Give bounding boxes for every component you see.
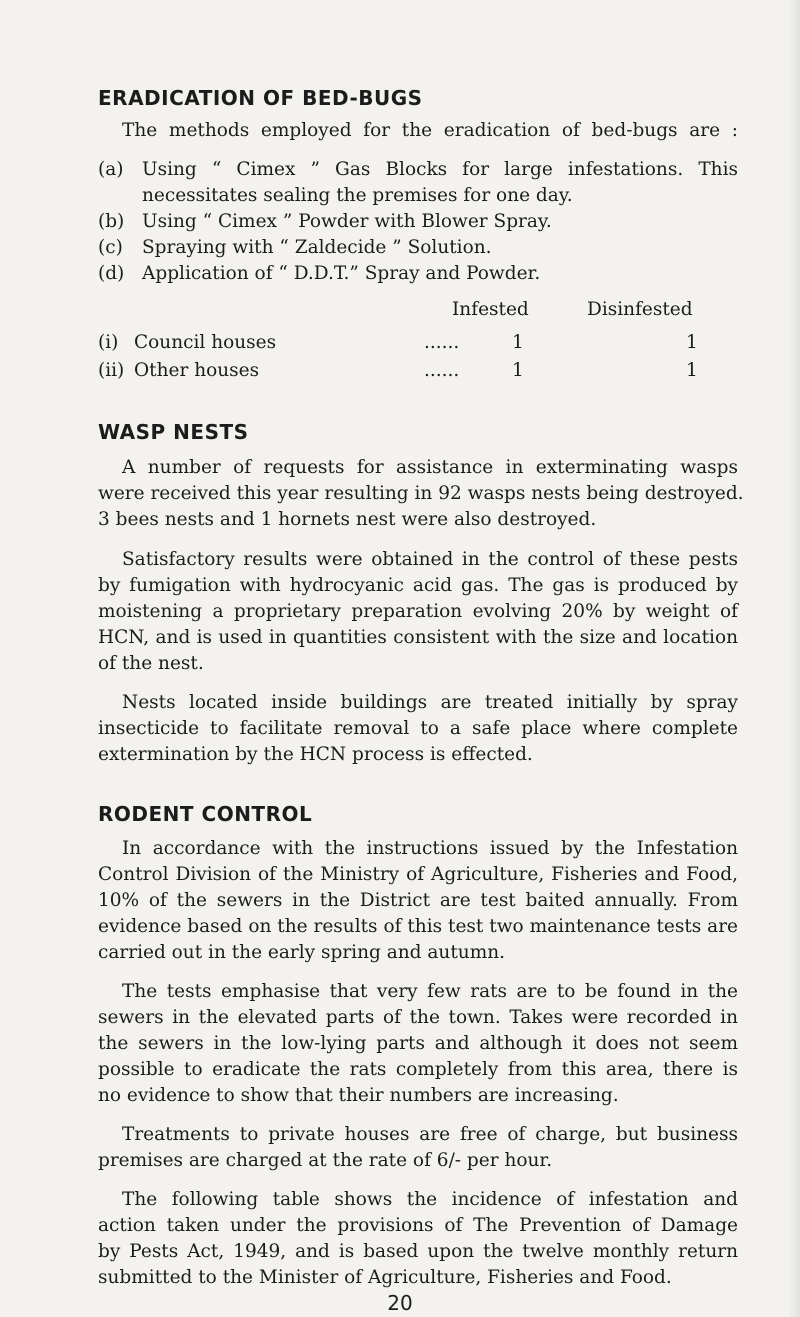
rodent-p4-line: action taken under the provisions of The Prevention of Damage	[98, 1215, 738, 1236]
wasps-p1-line: 3 bees nests and 1 hornets nest were also destroyed.	[98, 509, 597, 530]
rodent-p2-line: The tests emphasise that very few rats are to be found in the	[122, 981, 738, 1002]
col-header-infested: Infested	[452, 299, 529, 320]
rodent-p2-line: no evidence to show that their numbers are increasing.	[98, 1085, 619, 1106]
row-label: (ii)	[98, 360, 125, 381]
heading-bed-bugs: ERADICATION OF BED-BUGS	[98, 86, 423, 110]
page-edge-shadow	[788, 0, 800, 1317]
col-header-disinfested: Disinfested	[587, 299, 693, 320]
method-a-line1: Using “ Cimex ” Gas Blocks for large infestations. This	[142, 159, 738, 180]
page-number: 20	[387, 1291, 413, 1315]
method-d-text: Application of “ D.D.T.” Spray and Powder.	[142, 263, 541, 284]
row-dots: ......	[424, 332, 460, 353]
table-row	[98, 330, 738, 356]
method-c-text: Spraying with “ Zaldecide ” Solution.	[142, 237, 492, 258]
method-c-label: (c)	[98, 237, 123, 258]
row-dots: ......	[424, 360, 460, 381]
wasps-p2-line: of the nest.	[98, 653, 204, 674]
wasps-p3-line: insecticide to facilitate removal to a safe place where complete	[98, 718, 738, 739]
rodent-p1-line: carried out in the early spring and autumn.	[98, 942, 506, 963]
wasps-p2-line: by fumigation with hydrocyanic acid gas. The gas is produced by	[98, 575, 738, 596]
row-name: Council houses	[134, 332, 277, 353]
wasps-p3-line: Nests located inside buildings are treated initially by spray	[122, 692, 738, 713]
row-label: (i)	[98, 332, 119, 353]
heading-rodent-control: RODENT CONTROL	[98, 802, 313, 826]
rodent-p1-line: Control Division of the Ministry of Agriculture, Fisheries and Food,	[98, 864, 738, 885]
wasps-p2-line: Satisfactory results were obtained in the control of these pests	[122, 549, 738, 570]
heading-wasp-nests: WASP NESTS	[98, 420, 249, 444]
method-b-text: Using “ Cimex ” Powder with Blower Spray.	[142, 211, 552, 232]
rodent-p2-line: possible to eradicate the rats completely from this area, there is	[98, 1059, 738, 1080]
method-d-label: (d)	[98, 263, 125, 284]
row-disinfested: 1	[686, 360, 698, 381]
wasps-p3-line: extermination by the HCN process is effected.	[98, 744, 533, 765]
method-a-line2: necessitates sealing the premises for one day.	[142, 185, 573, 206]
method-a-label: (a)	[98, 159, 124, 180]
row-name: Other houses	[134, 360, 260, 381]
wasps-p2-line: HCN, and is used in quantities consistent with the size and location	[98, 627, 738, 648]
method-b-label: (b)	[98, 211, 125, 232]
table-row	[98, 358, 738, 384]
wasps-p1-line: were received this year resulting in 92 wasps nests being destroyed.	[98, 483, 744, 504]
rodent-p1-line: evidence based on the results of this test two maintenance tests are	[98, 916, 738, 937]
rodent-p4-line: The following table shows the incidence of infestation and	[122, 1189, 738, 1210]
rodent-p4-line: submitted to the Minister of Agriculture, Fisheries and Food.	[98, 1267, 672, 1288]
rodent-p2-line: sewers in the elevated parts of the town. Takes were recorded in	[98, 1007, 738, 1028]
row-disinfested: 1	[686, 332, 698, 353]
rodent-p4-line: by Pests Act, 1949, and is based upon the twelve monthly return	[98, 1241, 738, 1262]
rodent-p1-line: 10% of the sewers in the District are test baited annually. From	[98, 890, 738, 911]
rodent-p2-line: the sewers in the low-lying parts and although it does not seem	[98, 1033, 738, 1054]
row-infested: 1	[512, 360, 524, 381]
bedbugs-intro: The methods employed for the eradication of bed-bugs are :	[122, 120, 738, 141]
wasps-p2-line: moistening a proprietary preparation evolving 20% by weight of	[98, 601, 738, 622]
row-infested: 1	[512, 332, 524, 353]
rodent-p3-line: Treatments to private houses are free of charge, but business	[122, 1124, 738, 1145]
rodent-p3-line: premises are charged at the rate of 6/- per hour.	[98, 1150, 553, 1171]
rodent-p1-line: In accordance with the instructions issued by the Infestation	[122, 838, 738, 859]
wasps-p1-line: A number of requests for assistance in exterminating wasps	[122, 457, 738, 478]
